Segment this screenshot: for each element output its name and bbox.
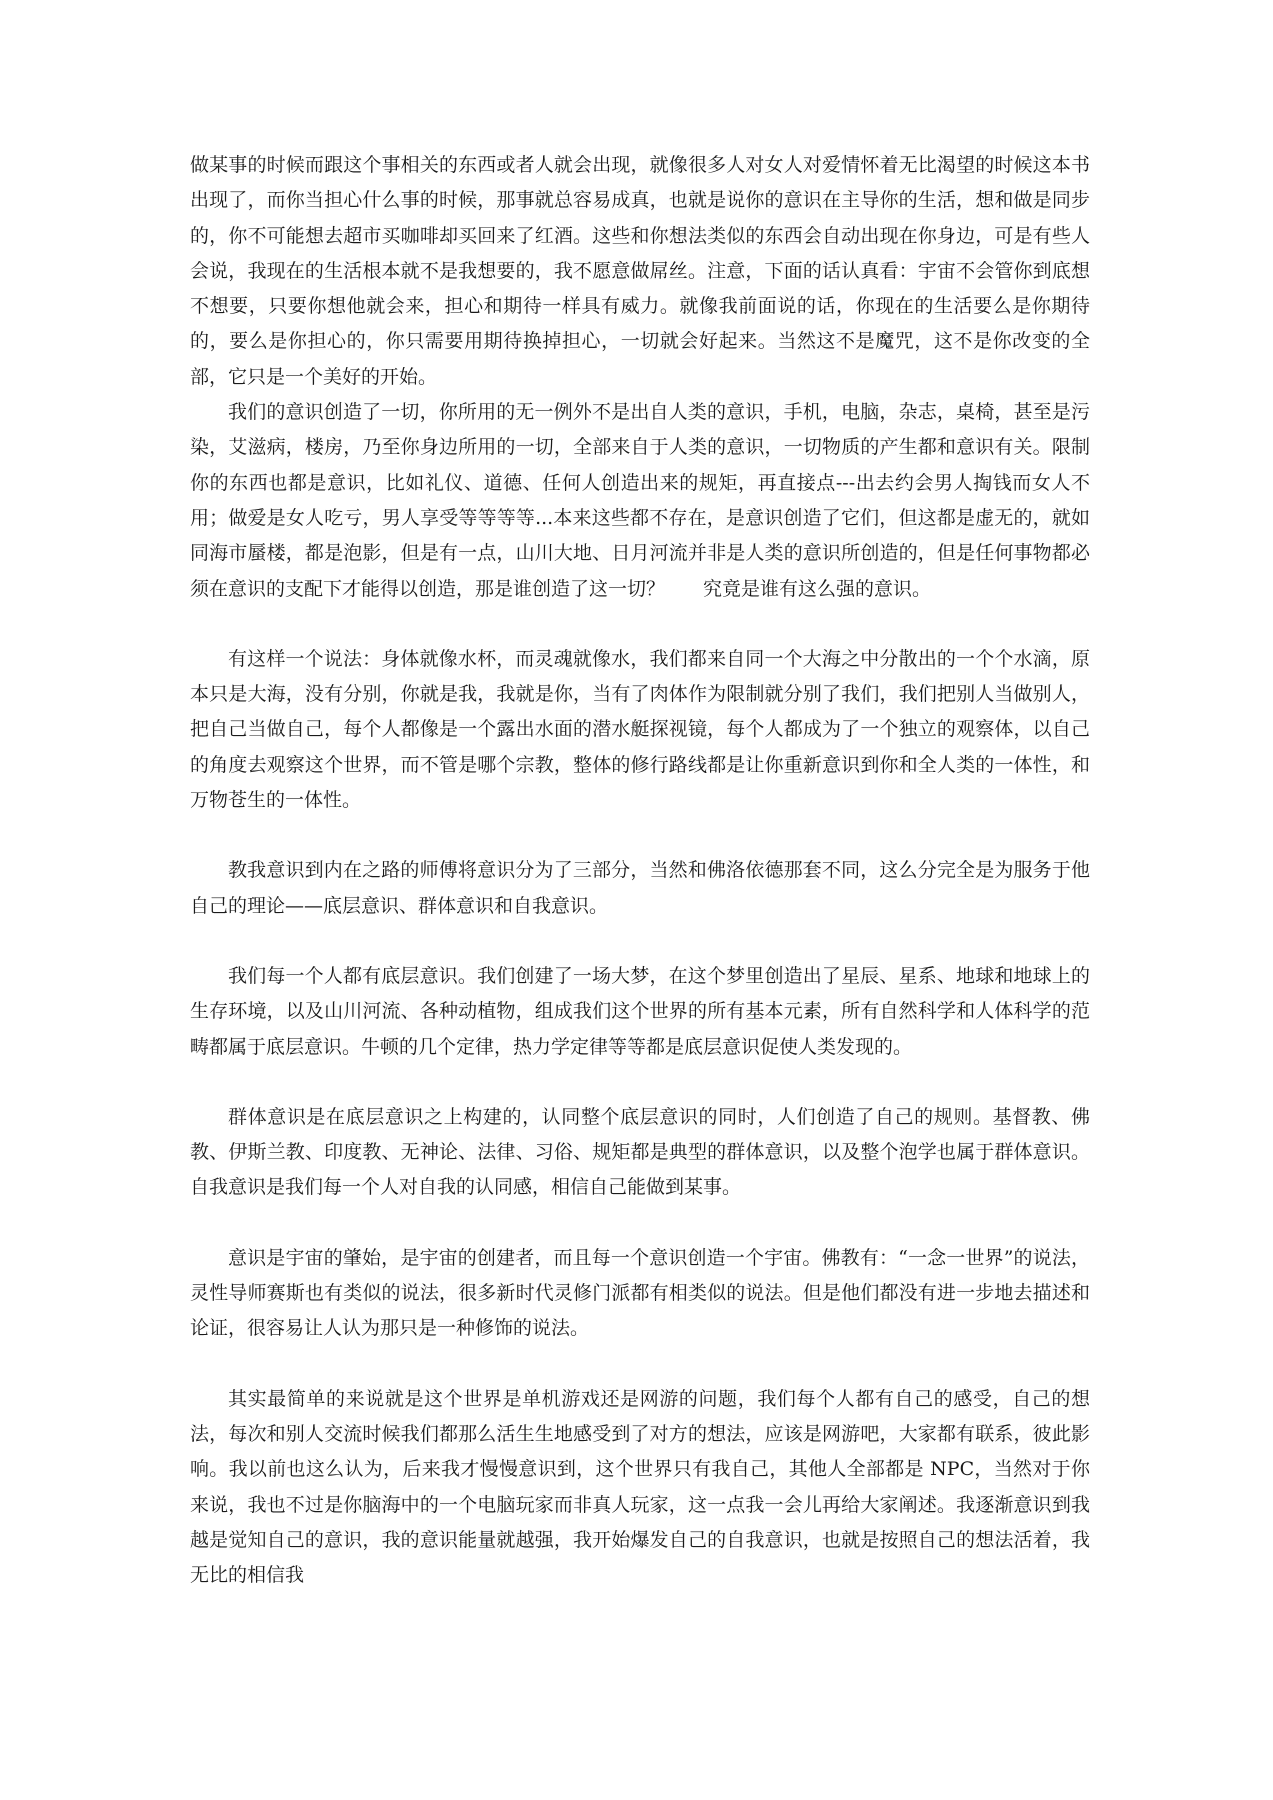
paragraph-8: 其实最简单的来说就是这个世界是单机游戏还是网游的问题，我们每个人都有自己的感受，自己的想法，每次和别人交流时候我们都那么活生生地感受到了对方的想法，应该是网游吧，大家都有联系，彼此影响。我以前也这么认为，后来我才慢慢意识到，这个世界只有我自己，其他人全部都是 NPC，当然对于你来说，我也不过是你脑海中的一个电脑玩家而非真人玩家，这一点我一会儿再给大家阐述。我逐渐意识到我越是觉知自己的意识，我的意识能量就越强，我开始爆发自己的自我意识，也就是按照自己的想法活着，我无比的相信我 bbox=[190, 1387, 1090, 1587]
paragraph-5: 我们每一个人都有底层意识。我们创建了一场大梦，在这个梦里创造出了星辰、星系、地球和地球上的生存环境，以及山川河流、各种动植物，组成我们这个世界的所有基本元素，所有自然科学和人体科学的范畴都属于底层意识。牛顿的几个定律，热力学定律等等都是底层意识促使人类发现的。 bbox=[190, 964, 1090, 1058]
paragraph-2: 我们的意识创造了一切，你所用的无一例外不是出自人类的意识，手机，电脑，杂志，桌椅，甚至是污染，艾滋病，楼房，乃至你身边所用的一切，全部来自于人类的意识，一切物质的产生都和意识有关。限制你的东西也都是意识，比如礼仪、道德、任何人创造出来的规矩，再直接点---出去约会男人掏钱而女人不用；做爱是女人吃亏，男人享受等等等等...本来这些都不存在，是意识创造了它们，但这都是虚无的，就如同海市蜃楼，都是泡影，但是有一点，山川大地、日月河流并非是人类的意识所创造的，但是任何事物都必须在意识的支配下才能得以创造，那是谁创造了这一切？ 究竟是谁有这么强的意识。 bbox=[190, 401, 1090, 600]
paragraph-6: 群体意识是在底层意识之上构建的，认同整个底层意识的同时，人们创造了自己的规则。基督教、佛教、伊斯兰教、印度教、无神论、法律、习俗、规矩都是典型的群体意识，以及整个泡学也属于群体意识。自我意识是我们每一个人对自我的认同感，相信自己能做到某事。 bbox=[190, 1105, 1090, 1199]
paragraph-3: 有这样一个说法：身体就像水杯，而灵魂就像水，我们都来自同一个大海之中分散出的一个个水滴，原本只是大海，没有分别，你就是我，我就是你，当有了肉体作为限制就分别了我们，我们把别人当做别人，把自己当做自己，每个人都像是一个露出水面的潜水艇探视镜，每个人都成为了一个独立的观察体，以自己的角度去观察这个世界，而不管是哪个宗教，整体的修行路线都是让你重新意识到你和全人类的一体性，和万物苍生的一体性。 bbox=[190, 647, 1090, 812]
paragraph-4: 教我意识到内在之路的师傅将意识分为了三部分，当然和佛洛依德那套不同，这么分完全是为服务于他自己的理论——底层意识、群体意识和自我意识。 bbox=[190, 859, 1090, 917]
paragraph-1: 做某事的时候而跟这个事相关的东西或者人就会出现，就像很多人对女人对爱情怀着无比渴望的时候这本书出现了，而你当担心什么事的时候，那事就总容易成真，也就是说你的意识在主导你的生活，想和做是同步的，你不可能想去超市买咖啡却买回来了红酒。这些和你想法类似的东西会自动出现在你身边，可是有些人会说，我现在的生活根本就不是我想要的，我不愿意做屌丝。注意，下面的话认真看：宇宙不会管你到底想不想要，只要你想他就会来，担心和期待一样具有威力。就像我前面说的话，你现在的生活要么是你期待的，要么是你担心的，你只需要用期待换掉担心，一切就会好起来。当然这不是魔咒，这不是你改变的全部，它只是一个美好的开始。 bbox=[190, 154, 1090, 388]
paragraph-7: 意识是宇宙的肇始，是宇宙的创建者，而且每一个意识创造一个宇宙。佛教有：“一念一世界”的说法，灵性导师赛斯也有类似的说法，很多新时代灵修门派都有相类似的说法。但是他们都没有进一步地去描述和论证，很容易让人认为那只是一种修饰的说法。 bbox=[190, 1246, 1090, 1340]
document-body bbox=[190, 148, 1090, 1593]
